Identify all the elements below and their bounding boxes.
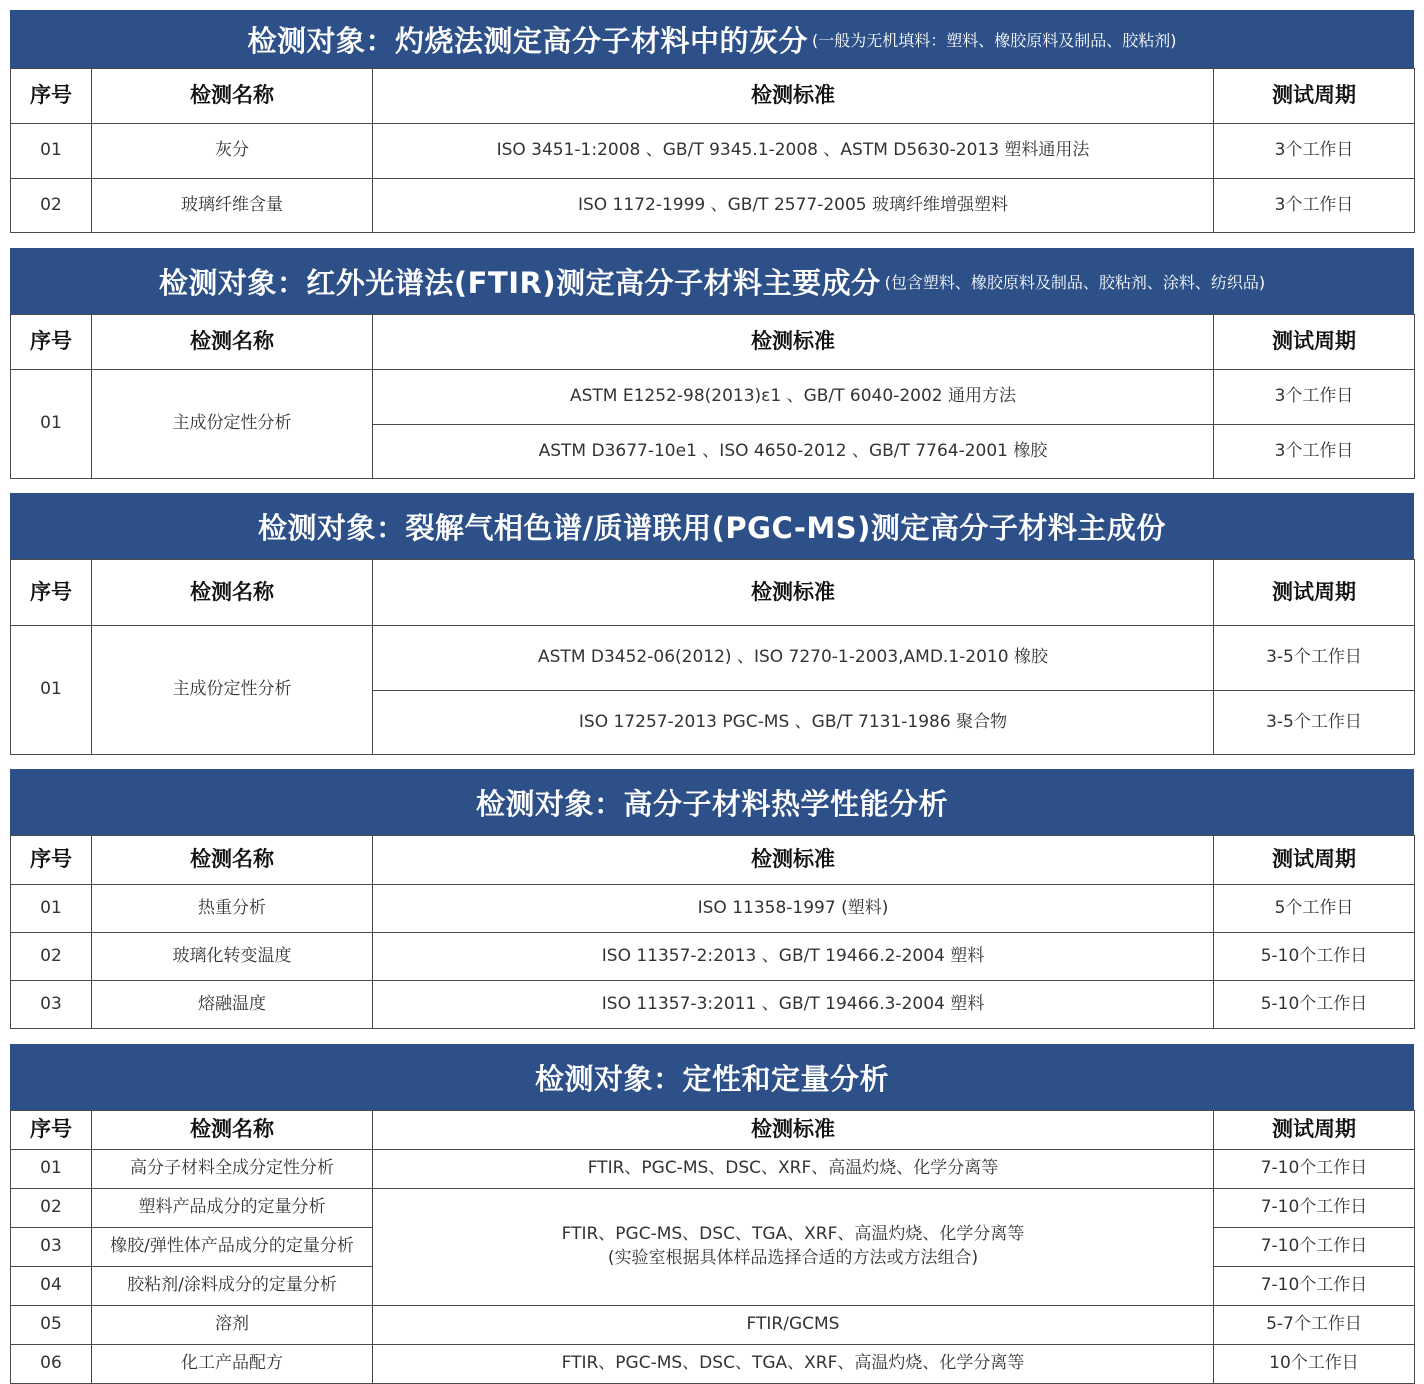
header-standard: 检测标准 bbox=[373, 69, 1214, 124]
header-period: 测试周期 bbox=[1214, 69, 1415, 124]
cell-name: 主成份定性分析 bbox=[92, 370, 373, 479]
header-period: 测试周期 bbox=[1214, 1111, 1415, 1150]
cell-name: 高分子材料全成分定性分析 bbox=[92, 1150, 373, 1189]
cell-seq: 02 bbox=[11, 1189, 92, 1228]
cell-name: 玻璃纤维含量 bbox=[92, 179, 373, 233]
section-title: 检测对象：灼烧法测定高分子材料中的灰分 bbox=[247, 23, 808, 58]
cell-name: 热重分析 bbox=[92, 885, 373, 933]
section-banner bbox=[10, 248, 1414, 314]
test-table bbox=[10, 314, 1415, 479]
header-seq: 序号 bbox=[11, 315, 92, 370]
section-title: 检测对象：裂解气相色谱/质谱联用(PGC-MS)测定高分子材料主成份 bbox=[258, 510, 1166, 545]
header-seq: 序号 bbox=[11, 560, 92, 626]
section-banner bbox=[10, 1044, 1414, 1110]
cell-seq: 05 bbox=[11, 1306, 92, 1345]
table-header-row bbox=[11, 1111, 1415, 1150]
table-row bbox=[11, 933, 1415, 981]
cell-seq: 01 bbox=[11, 1150, 92, 1189]
test-table bbox=[10, 68, 1415, 233]
cell-standard: ISO 17257-2013 PGC-MS 、GB/T 7131-1986 聚合物 bbox=[373, 691, 1214, 755]
cell-seq: 04 bbox=[11, 1267, 92, 1306]
table-row bbox=[11, 370, 1415, 425]
table-header-row bbox=[11, 836, 1415, 885]
cell-seq: 06 bbox=[11, 1345, 92, 1384]
cell-standard: ISO 3451-1:2008 、GB/T 9345.1-2008 、ASTM D5630-2013 塑料通用法 bbox=[373, 124, 1214, 179]
header-standard: 检测标准 bbox=[373, 560, 1214, 626]
test-table bbox=[10, 835, 1415, 1029]
cell-seq: 03 bbox=[11, 981, 92, 1029]
cell-name: 橡胶/弹性体产品成分的定量分析 bbox=[92, 1228, 373, 1267]
cell-seq: 01 bbox=[11, 885, 92, 933]
header-period: 测试周期 bbox=[1214, 560, 1415, 626]
test-table bbox=[10, 1110, 1415, 1384]
table-row bbox=[11, 1345, 1415, 1384]
cell-standard: ISO 1172-1999 、GB/T 2577-2005 玻璃纤维增强塑料 bbox=[373, 179, 1214, 233]
section-subtitle: (包含塑料、橡胶原料及制品、胶粘剂、涂料、纺织品) bbox=[884, 272, 1266, 292]
cell-name: 溶剂 bbox=[92, 1306, 373, 1345]
cell-seq: 01 bbox=[11, 124, 92, 179]
table-row bbox=[11, 885, 1415, 933]
header-standard: 检测标准 bbox=[373, 1111, 1214, 1150]
header-seq: 序号 bbox=[11, 69, 92, 124]
header-name: 检测名称 bbox=[92, 1111, 373, 1150]
cell-period: 10个工作日 bbox=[1214, 1345, 1415, 1384]
table-row bbox=[11, 626, 1415, 691]
section-banner bbox=[10, 769, 1414, 835]
cell-period: 5-10个工作日 bbox=[1214, 933, 1415, 981]
table-row bbox=[11, 981, 1415, 1029]
cell-name: 化工产品配方 bbox=[92, 1345, 373, 1384]
header-name: 检测名称 bbox=[92, 836, 373, 885]
cell-standard: ISO 11357-3:2011 、GB/T 19466.3-2004 塑料 bbox=[373, 981, 1214, 1029]
cell-name: 熔融温度 bbox=[92, 981, 373, 1029]
cell-name: 胶粘剂/涂料成分的定量分析 bbox=[92, 1267, 373, 1306]
cell-standard: FTIR、PGC-MS、DSC、XRF、高温灼烧、化学分离等 bbox=[373, 1150, 1214, 1189]
cell-period: 7-10个工作日 bbox=[1214, 1267, 1415, 1306]
section-banner bbox=[10, 10, 1414, 68]
header-standard: 检测标准 bbox=[373, 836, 1214, 885]
cell-standard: FTIR/GCMS bbox=[373, 1306, 1214, 1345]
cell-period: 7-10个工作日 bbox=[1214, 1150, 1415, 1189]
table-header-row bbox=[11, 69, 1415, 124]
cell-period: 3-5个工作日 bbox=[1214, 691, 1415, 755]
table-row bbox=[11, 1189, 1415, 1228]
cell-period: 5-10个工作日 bbox=[1214, 981, 1415, 1029]
header-name: 检测名称 bbox=[92, 315, 373, 370]
cell-name: 塑料产品成分的定量分析 bbox=[92, 1189, 373, 1228]
cell-period: 3个工作日 bbox=[1214, 124, 1415, 179]
cell-standard: ASTM E1252-98(2013)ε1 、GB/T 6040-2002 通用方法 bbox=[373, 370, 1214, 425]
header-standard: 检测标准 bbox=[373, 315, 1214, 370]
cell-seq: 02 bbox=[11, 933, 92, 981]
test-table bbox=[10, 559, 1415, 755]
cell-period: 3个工作日 bbox=[1214, 179, 1415, 233]
table-header-row bbox=[11, 560, 1415, 626]
table-header-row bbox=[11, 315, 1415, 370]
cell-standard: FTIR、PGC-MS、DSC、TGA、XRF、高温灼烧、化学分离等 bbox=[373, 1345, 1214, 1384]
cell-seq: 01 bbox=[11, 626, 92, 755]
cell-seq: 01 bbox=[11, 370, 92, 479]
section-banner bbox=[10, 493, 1414, 559]
cell-period: 3个工作日 bbox=[1214, 425, 1415, 479]
cell-name: 玻璃化转变温度 bbox=[92, 933, 373, 981]
cell-name: 主成份定性分析 bbox=[92, 626, 373, 755]
section-subtitle: (一般为无机填料：塑料、橡胶原料及制品、胶粘剂) bbox=[812, 30, 1177, 50]
cell-standard-merged bbox=[373, 1189, 1214, 1306]
header-seq: 序号 bbox=[11, 836, 92, 885]
standard-note: (实验室根据具体样品选择合适的方法或方法组合) bbox=[607, 1248, 979, 1268]
table-row bbox=[11, 1306, 1415, 1345]
table-row bbox=[11, 124, 1415, 179]
table-row bbox=[11, 1150, 1415, 1189]
cell-seq: 02 bbox=[11, 179, 92, 233]
cell-period: 3个工作日 bbox=[1214, 370, 1415, 425]
cell-standard: ASTM D3677-10e1 、ISO 4650-2012 、GB/T 7764-2001 橡胶 bbox=[373, 425, 1214, 479]
header-name: 检测名称 bbox=[92, 69, 373, 124]
cell-period: 7-10个工作日 bbox=[1214, 1228, 1415, 1267]
cell-period: 5-7个工作日 bbox=[1214, 1306, 1415, 1345]
cell-name: 灰分 bbox=[92, 124, 373, 179]
header-period: 测试周期 bbox=[1214, 315, 1415, 370]
cell-period: 3-5个工作日 bbox=[1214, 626, 1415, 691]
section-title: 检测对象：红外光谱法(FTIR)测定高分子材料主要成分 bbox=[158, 265, 881, 300]
cell-standard: ISO 11358-1997 (塑料) bbox=[373, 885, 1214, 933]
header-period: 测试周期 bbox=[1214, 836, 1415, 885]
cell-standard: ISO 11357-2:2013 、GB/T 19466.2-2004 塑料 bbox=[373, 933, 1214, 981]
header-seq: 序号 bbox=[11, 1111, 92, 1150]
table-row bbox=[11, 179, 1415, 233]
standard-line: FTIR、PGC-MS、DSC、TGA、XRF、高温灼烧、化学分离等 bbox=[561, 1224, 1025, 1245]
cell-seq: 03 bbox=[11, 1228, 92, 1267]
cell-period: 5个工作日 bbox=[1214, 885, 1415, 933]
cell-standard: ASTM D3452-06(2012) 、ISO 7270-1-2003,AMD.1-2010 橡胶 bbox=[373, 626, 1214, 691]
cell-period: 7-10个工作日 bbox=[1214, 1189, 1415, 1228]
section-title: 检测对象：高分子材料热学性能分析 bbox=[475, 786, 948, 821]
header-name: 检测名称 bbox=[92, 560, 373, 626]
section-title: 检测对象：定性和定量分析 bbox=[534, 1061, 889, 1096]
